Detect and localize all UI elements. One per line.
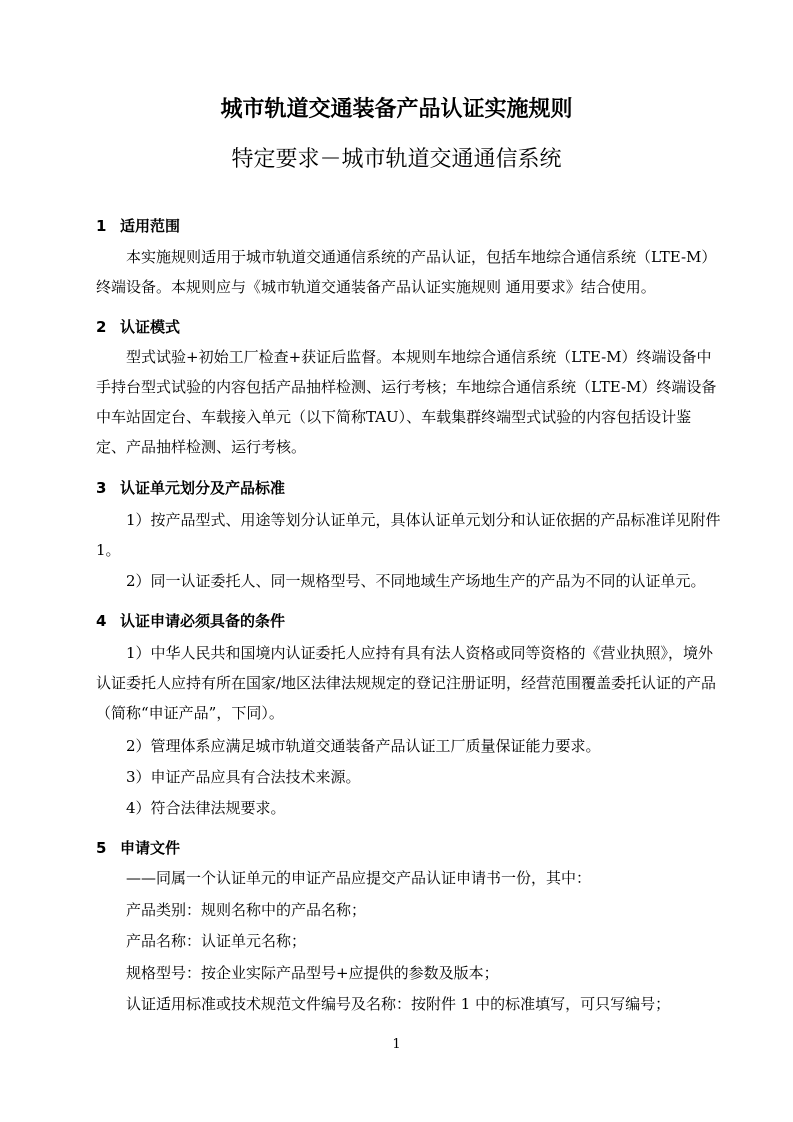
- section-1-heading: [96, 216, 180, 236]
- section-5-heading: [96, 838, 180, 858]
- section-4-paragraph-1: 1）中华人民共和国境内认证委托人应持有具有法人资格或同等资格的《营业执照》，境外认证委托人应持有所在国家/地区法律法规规定的登记注册证明，经营范围覆盖委托认证的产品（简称“申证产品”，下同）。: [96, 644, 717, 722]
- section-5-paragraph-5: 认证适用标准或技术规范文件编号及名称：按附件 1 中的标准填写，可只写编号；: [126, 995, 671, 1013]
- section-5-paragraph-1: ——同属一个认证单元的申证产品应提交产品认证申请书一份，其中：: [126, 869, 592, 887]
- document-subtitle: 特定要求－城市轨道交通通信系统: [231, 147, 562, 172]
- section-number: 1: [96, 217, 107, 235]
- section-title: 认证模式: [120, 318, 181, 336]
- section-3-paragraph-1: 1）按产品型式、用途等划分认证单元，具体认证单元划分和认证依据的产品标准详见附件1。: [96, 511, 721, 559]
- section-2-paragraph: 型式试验+初始工厂检查+获证后监督。本规则车地综合通信系统（LTE-M）终端设备中手持台型式试验的内容包括产品抽样检测、运行考核；车地综合通信系统（LTE-M）终端设备中车站固定台、车载接入单元（以下简称TAU）、车载集群终端型式试验的内容包括设计鉴定、产品抽样检测、运行考核。: [96, 348, 717, 456]
- section-number: 5: [96, 839, 107, 857]
- section-5-paragraph-4: 规格型号：按企业实际产品型号+应提供的参数及版本；: [126, 964, 499, 982]
- section-4-paragraph-2: 2）管理体系应满足城市轨道交通装备产品认证工厂质量保证能力要求。: [126, 737, 601, 755]
- section-3-paragraph-2: 2）同一认证委托人、同一规格型号、不同地域生产场地生产的产品为不同的认证单元。: [126, 572, 706, 590]
- section-2-heading: [96, 317, 180, 337]
- section-title: 认证单元划分及产品标准: [120, 479, 286, 497]
- section-title: 申请文件: [120, 839, 181, 857]
- section-5-paragraph-2: 产品类别：规则名称中的产品名称；: [126, 901, 367, 919]
- section-4-paragraph-4: 4）符合法律法规要求。: [126, 799, 286, 817]
- section-number: 2: [96, 318, 107, 336]
- section-title: 适用范围: [120, 217, 181, 235]
- page-number: 1: [392, 1037, 401, 1052]
- section-5-paragraph-3: 产品名称：认证单元名称；: [126, 932, 307, 950]
- section-number: 4: [96, 612, 107, 630]
- section-title: 认证申请必须具备的条件: [120, 612, 286, 630]
- section-number: 3: [96, 479, 107, 497]
- document-title: 城市轨道交通装备产品认证实施规则: [220, 97, 573, 122]
- section-3-heading: [96, 478, 285, 498]
- section-4-heading: [96, 611, 285, 631]
- section-1-paragraph: 本实施规则适用于城市轨道交通通信系统的产品认证，包括车地综合通信系统（LTE-M）终端设备。本规则应与《城市轨道交通装备产品认证实施规则 通用要求》结合使用。: [96, 248, 717, 296]
- section-4-paragraph-3: 3）申证产品应具有合法技术来源。: [126, 768, 361, 786]
